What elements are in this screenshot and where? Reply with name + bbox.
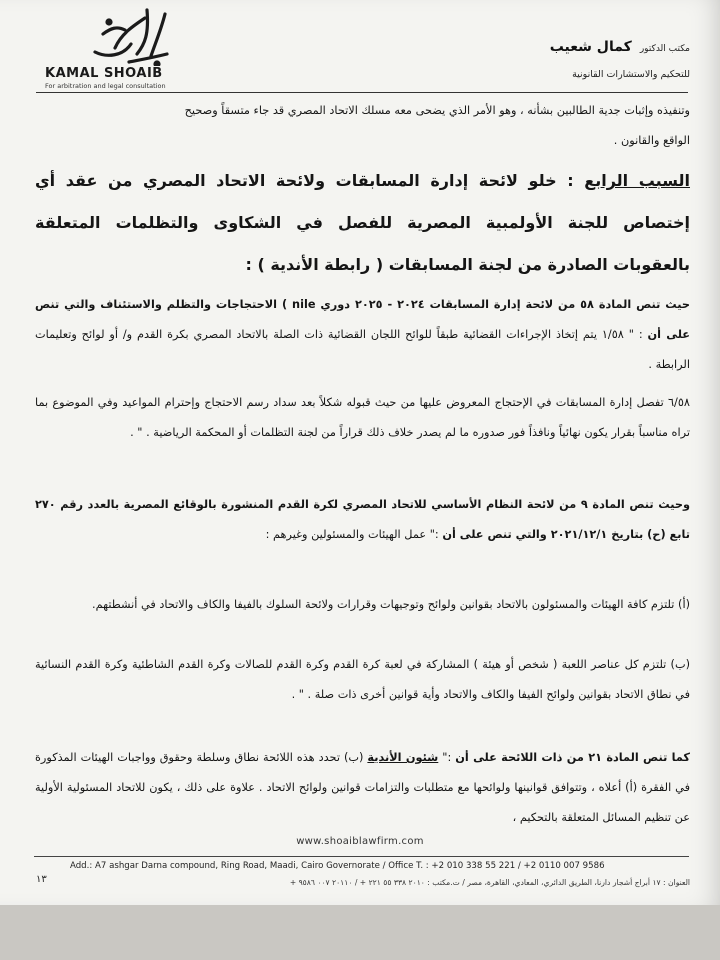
intro-line-2: الواقع والقانون . xyxy=(613,134,690,147)
article-58-text: : " ١/٥٨ يتم إتخاذ الإجراءات القضائية طبقاً للوائح اللجان القضائية ذات الصلة بالاتحاد المصري بكرة القدم و/ أو لوائح وتعليمات الرابطة . xyxy=(35,328,690,371)
heading-lead: السبب الرابع xyxy=(584,171,690,190)
intro-paragraph xyxy=(35,96,690,156)
article-58-paragraph xyxy=(35,290,690,380)
article-58-6-paragraph xyxy=(35,388,690,448)
article-21-text: (ب) تحدد هذه اللائحة نطاق وسلطة وحقوق وواجبات الهيئات المذكورة في الفقرة (أ) أعلاه ، وتتوافق قوانينها ولوائحها مع متطلبات والتزامات قوانين ولوائح الاتحاد . علاوة على ذلك ، يكون للاتحاد المسئولية الأولية عن تنظيم المسائل المتعلقة بالتحكيم ، xyxy=(35,751,690,824)
section-heading xyxy=(35,160,690,286)
item-a-text: (أ) تلتزم كافة الهيئات والمسئولون بالاتحاد بقوانين ولوائح وتوجيهات وقرارات ولائحة السلوك بالفيفا والكاف والاتحاد في أنشطتهم. xyxy=(92,598,690,611)
article-9-intro: وحيث تنص المادة ٩ من لائحة النظام الأساسي للاتحاد المصري لكرة القدم المنشورة بالوقائع المصرية بالعدد رقم ٢٧٠ تابع (ح) بتاريخ ٢٠٢١/١٢/١ والتي تنص على أن xyxy=(35,498,690,541)
footer-address-en: Add.: A7 ashgar Darna compound, Ring Road, Maadi, Cairo Governorate / Office T. : +2 010 338 55 221 / +2 0110 007 9586 xyxy=(70,861,605,871)
logo-tagline: For arbitration and legal consultation xyxy=(45,82,166,90)
footer-address-ar: العنوان : ١٧ أبراج أشجار دارنا، الطريق الدائري، المعادي، القاهرة، مصر / ت.مكتب : ٢٠١٠ ٣٣٨ ٥٥ ٢٢١ + / ٢٠١١٠ ٠٠٧ ٩٥٨٦ + xyxy=(289,878,690,887)
article-58-6-text: ٦/٥٨ تفصل إدارة المسابقات في الإحتجاج المعروض عليها من حيث قبوله شكلاً بعد سداد رسم الاحتجاج وإحترام المواعيد وفي الموضوع بما تراه مناسباً بقرار يكون نهائياً ونافذاً فور صدوره ما لم يصدر خلاف ذلك قراراً من لجنة التظلمات أو المحكمة الرياضية . " . xyxy=(35,396,690,439)
article-9-text: :" عمل الهيئات والمسئولين وغيرهم : xyxy=(265,528,439,541)
footer-website[interactable]: www.shoaiblawfirm.com xyxy=(296,836,424,847)
calligraphy-logo-icon xyxy=(85,4,175,66)
item-a xyxy=(35,590,690,620)
page-number: ١٣ xyxy=(36,874,47,885)
firm-logo xyxy=(40,4,190,96)
office-label: مكتب الدكتور xyxy=(639,44,690,54)
article-21-intro: كما تنص المادة ٢١ من ذات اللائحة على أن xyxy=(455,751,691,764)
article-21-paragraph: كما تنص المادة ٢١ من ذات اللائحة على أن :" شئون الأندية (ب) تحدد هذه اللائحة نطاق وسلطة وحقوق وواجبات الهيئات المذكورة في الفقرة (أ) أعلاه ، وتتوافق قوانينها ولوائحها مع متطلبات والتزامات قوانين ولوائح الاتحاد . علاوة على ذلك ، يكون للاتحاد المسئولية الأولية عن تنظيم المسائل المتعلقة بالتحكيم ، xyxy=(35,751,691,824)
logo-name: KAMAL SHOAIB xyxy=(45,66,163,81)
footer-divider xyxy=(34,856,689,857)
article-21-title: شئون الأندية xyxy=(367,751,439,764)
heading-rest: : خلو لائحة إدارة المسابقات ولائحة الاتحاد المصري من عقد أي إختصاص للجنة الأولمبية المصرية للفصل في الشكاوى والتظلمات المتعلقة بالعقوبات الصادرة من لجنة المسابقات ( رابطة الأندية ) : xyxy=(35,171,690,274)
item-b-text: (ب) تلتزم كل عناصر اللعبة ( شخص أو هيئة ) المشاركة في لعبة كرة القدم وكرة القدم للصالات وكرة القدم الشاطئية وكرة القدم النسائية في نطاق الاتحاد بقوانين ولوائح الفيفا والكاف والاتحاد وأية قوانين أخرى ذات صلة . " . xyxy=(35,658,690,701)
intro-line-1: وتنفيذه وإثبات جدية الطالبين بشأنه ، وهو الأمر الذي يضحى معه مسلك الاتحاد المصري قد جاء متسقاً وصحيح xyxy=(184,104,690,117)
article-58-intro: حيث تنص المادة ٥٨ من لائحة إدارة المسابقات ٢٠٢٤ - ٢٠٢٥ دوري nile ) الاحتجاجات والتظلم والاستئناف والتي تنص على أن xyxy=(35,298,691,341)
header-divider xyxy=(36,92,688,93)
background-surface xyxy=(0,905,720,960)
article-9-paragraph xyxy=(35,490,690,550)
firm-heading xyxy=(470,36,690,80)
doctor-name: كمال شعيب xyxy=(549,39,632,55)
firm-subtitle: للتحكيم والاستشارات القانونية xyxy=(572,69,690,80)
item-b xyxy=(35,650,690,710)
